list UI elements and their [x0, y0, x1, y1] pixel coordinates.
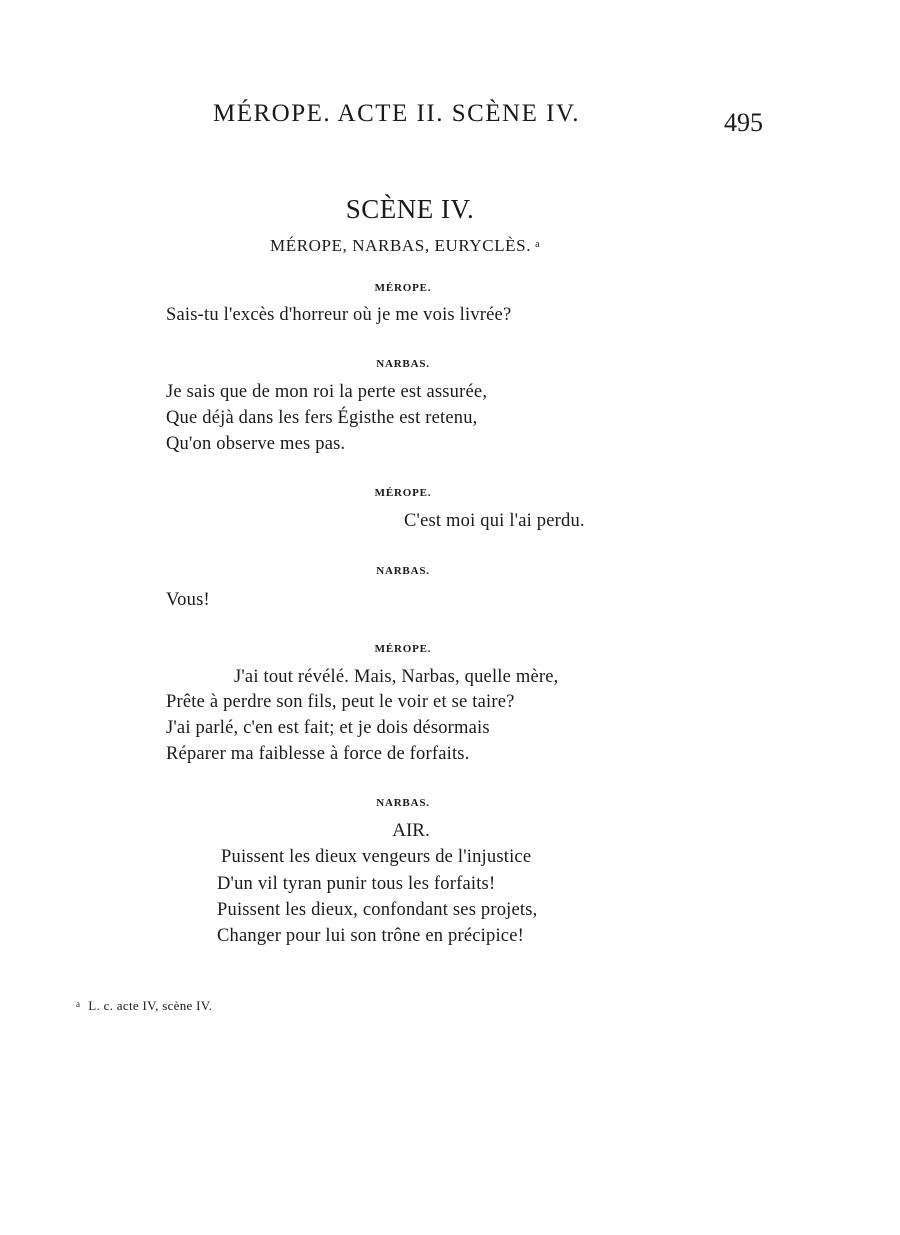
- speaker-label: NARBAS.: [376, 358, 430, 370]
- air-title: AIR.: [392, 820, 430, 841]
- scene-title: SCÈNE IV.: [345, 194, 475, 224]
- running-head: MÉROPE. ACTE II. SCÈNE IV.: [213, 100, 581, 127]
- verse-line: Vous!: [166, 590, 210, 610]
- page-number: 495: [724, 108, 763, 137]
- footnote-mark: a: [76, 999, 81, 1009]
- verse-line: J'ai parlé, c'en est fait; et je dois désormais: [166, 718, 490, 738]
- verse-line: Changer pour lui son trône en précipice!: [217, 926, 524, 946]
- verse-line: Réparer ma faiblesse à force de forfaits.: [166, 744, 470, 764]
- footnote-reference: a: [535, 239, 540, 250]
- character-list: [270, 236, 540, 256]
- verse-line: Puissent les dieux vengeurs de l'injustice: [221, 847, 532, 867]
- character-list-text: MÉROPE, NARBAS, EURYCLÈS.: [270, 236, 532, 255]
- verse-line: Puissent les dieux, confondant ses projets,: [217, 900, 538, 920]
- verse-line: C'est moi qui l'ai perdu.: [404, 511, 585, 531]
- verse-line: J'ai tout révélé. Mais, Narbas, quelle mère,: [234, 667, 559, 687]
- speaker-label: NARBAS.: [376, 797, 430, 809]
- verse-line: Je sais que de mon roi la perte est assurée,: [166, 382, 488, 402]
- footnote-text: L. c. acte IV, scène IV.: [88, 998, 213, 1013]
- verse-line: Qu'on observe mes pas.: [166, 434, 346, 454]
- speaker-label: MÉROPE.: [374, 487, 432, 499]
- verse-line: Que déjà dans les fers Égisthe est retenu,: [166, 408, 478, 428]
- verse-line: Sais-tu l'excès d'horreur où je me vois livrée?: [166, 305, 512, 325]
- footnote: [76, 998, 212, 1014]
- verse-line: Prête à perdre son fils, peut le voir et se taire?: [166, 692, 515, 712]
- speaker-label: MÉROPE.: [374, 643, 432, 655]
- speaker-label: MÉROPE.: [374, 282, 432, 294]
- speaker-label: NARBAS.: [376, 565, 430, 577]
- verse-line: D'un vil tyran punir tous les forfaits!: [217, 874, 496, 894]
